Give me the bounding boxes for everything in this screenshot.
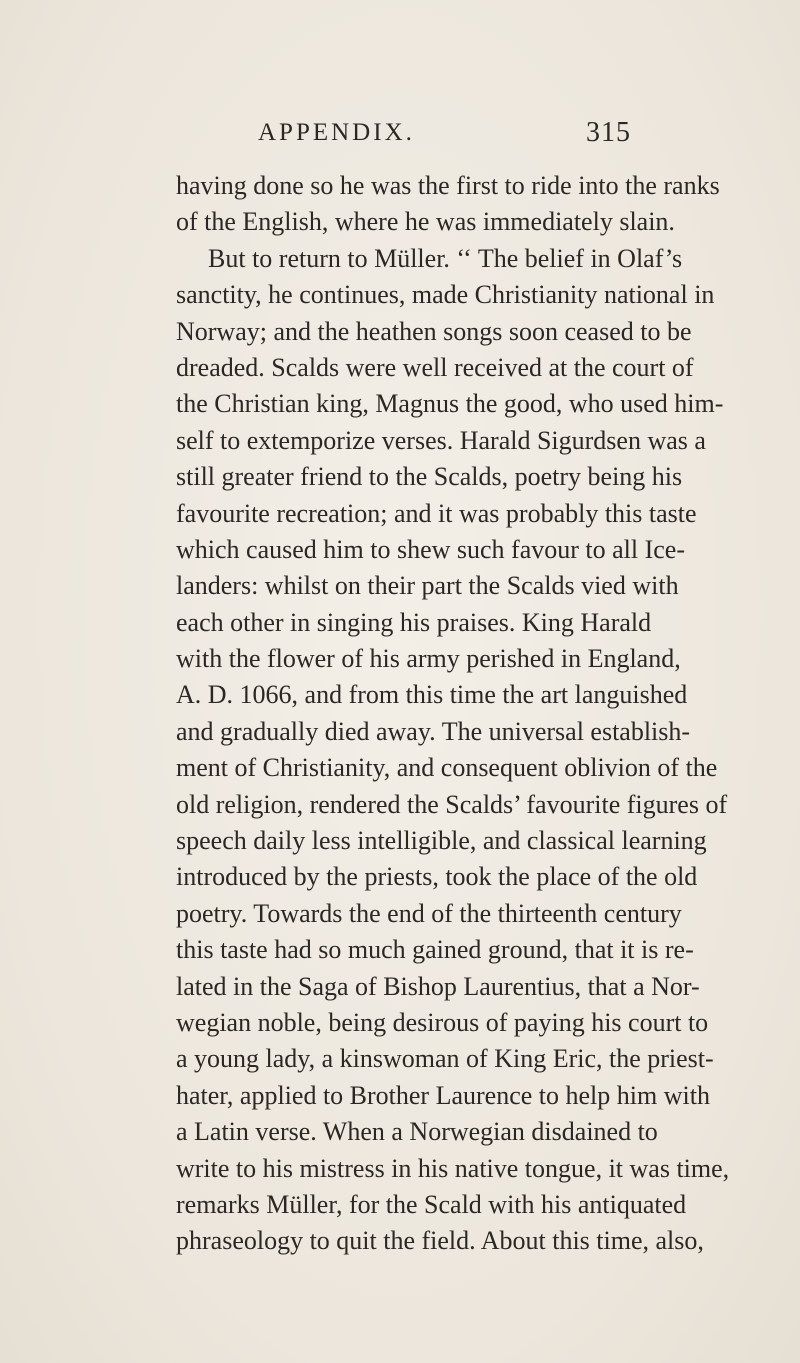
running-head: APPENDIX. (258, 119, 415, 146)
text-line: this taste had so much gained ground, that it is re- (176, 935, 694, 965)
paragraph-first-line: But to return to Müller. ‘‘ The belief in Olaf’s (208, 243, 683, 273)
text-line: phraseology to quit the field. About this time, also, (176, 1226, 704, 1256)
text-line: of the English, where he was immediately slain. (176, 207, 675, 237)
text-line: remarks Müller, for the Scald with his antiquated (176, 1189, 687, 1219)
page-header (0, 118, 800, 158)
text-line: the Christian king, Magnus the good, who used him- (176, 389, 724, 419)
text-line: dreaded. Scalds were well received at the court of (176, 352, 694, 382)
text-line: poetry. Towards the end of the thirteenth century (176, 898, 682, 928)
text-line: landers: whilst on their part the Scalds vied with (176, 571, 679, 601)
page-number: 315 (586, 117, 631, 148)
text-line: having done so he was the first to ride into the ranks (176, 171, 720, 200)
text-line: old religion, rendered the Scalds’ favourite figures of (176, 789, 728, 819)
text-line: Norway; and the heathen songs soon ceased to be (176, 316, 692, 346)
text-line: write to his mistress in his native tongue, it was time, (176, 1153, 730, 1183)
text-line: and gradually died away. The universal establish- (176, 716, 691, 746)
text-line: sanctity, he continues, made Christianity national in (176, 280, 715, 310)
text-line: ment of Christianity, and consequent oblivion of the (176, 753, 718, 783)
text-line: with the flower of his army perished in England, (176, 644, 681, 674)
text-line: wegian noble, being desirous of paying his court to (176, 1007, 709, 1037)
text-line: a young lady, a kinswoman of King Eric, the priest- (176, 1044, 714, 1074)
text-line: lated in the Saga of Bishop Laurentius, that a Nor- (176, 971, 700, 1001)
text-line: a Latin verse. When a Norwegian disdained to (176, 1117, 658, 1147)
text-line: which caused him to shew such favour to all Ice- (176, 534, 686, 564)
text-line: each other in singing his praises. King Harald (176, 607, 652, 637)
text-line: introduced by the priests, took the place of the old (176, 862, 698, 892)
text-line: speech daily less intelligible, and classical learning (176, 826, 707, 856)
text-line: self to extemporize verses. Harald Sigurdsen was a (176, 425, 706, 455)
text-line: favourite recreation; and it was probably this taste (176, 498, 697, 528)
text-line: A. D. 1066, and from this time the art languished (176, 680, 688, 710)
text-line: hater, applied to Brother Laurence to help him with (176, 1080, 710, 1110)
body-text (176, 168, 730, 1260)
text-line: still greater friend to the Scalds, poetry being his (176, 462, 683, 492)
